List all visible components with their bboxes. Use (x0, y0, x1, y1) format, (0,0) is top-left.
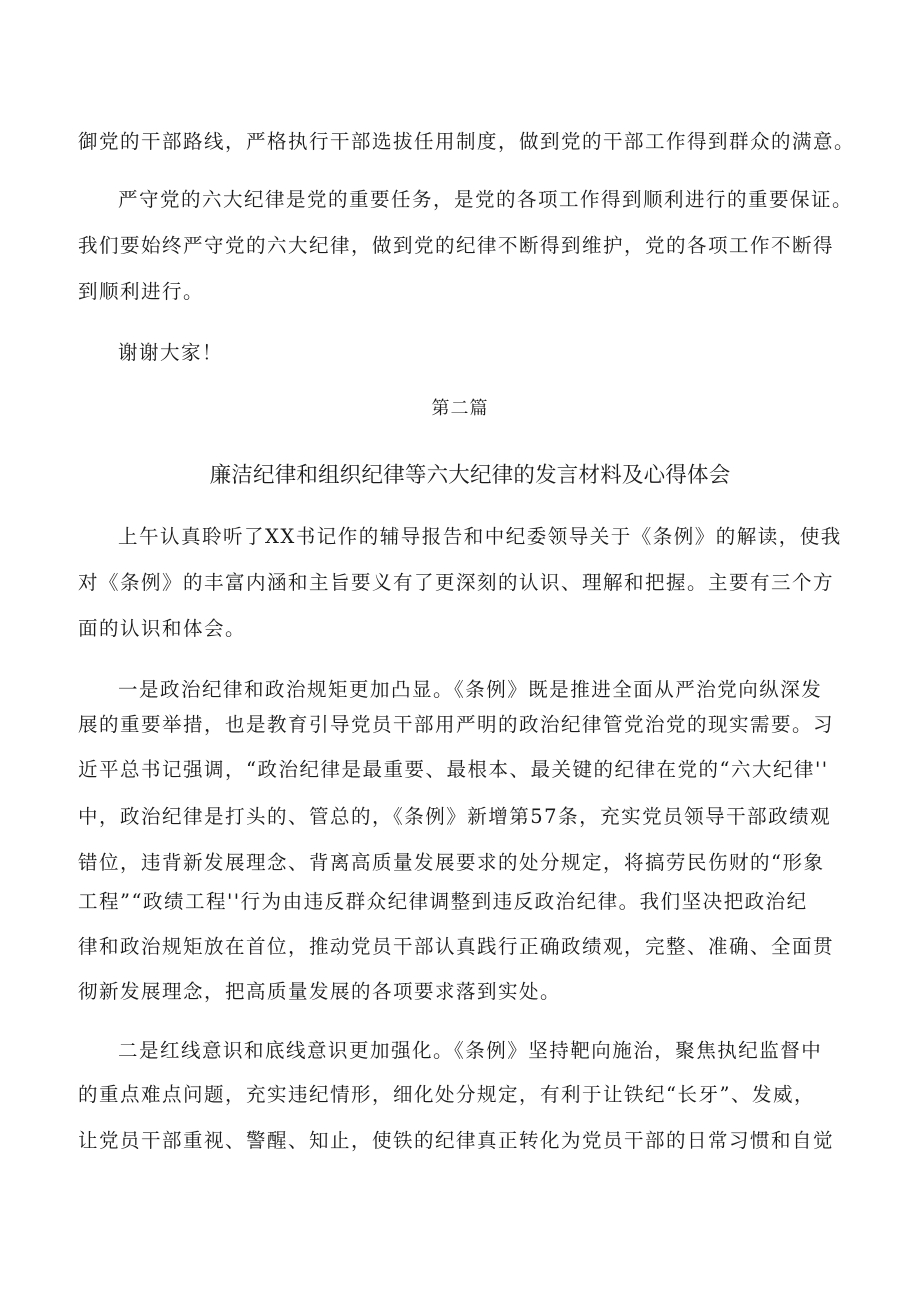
document-title: 廉洁纪律和组织纪律等六大纪律的发言材料及心得体会 (209, 463, 731, 488)
paragraph-2-line-3: 到顺利进行。 (78, 280, 205, 303)
paragraph-5-line-4: 中，政治纪律是打头的、管总的，《条例》新增第57条，充实党员领导干部政绩观 (78, 805, 832, 828)
paragraph-2-line-1: 严守党的六大纪律是党的重要任务，是党的各项工作得到顺利进行的重要保证。 (118, 188, 854, 211)
paragraph-4-line-2: 对《条例》的丰富内涵和主旨要义有了更深刻的认识、理解和把握。主要有三个方 (78, 571, 835, 594)
paragraph-1-line-1: 御党的干部路线，严格执行干部选拔任用制度，做到党的干部工作得到群众的满意。 (78, 130, 856, 153)
paragraph-3-line-1: 谢谢大家！ (118, 341, 224, 364)
paragraph-5-line-8: 彻新发展理念，把高质量发展的各项要求落到实处。 (78, 980, 562, 1003)
paragraph-5-line-5: 错位，违背新发展理念、背离高质量发展要求的处分规定，将搞劳民伤财的“形象 (78, 851, 825, 874)
paragraph-4-line-1: 上午认真聆听了XX书记作的辅导报告和中纪委领导关于《条例》的解读，使我 (118, 525, 842, 548)
paragraph-5-line-3: 近平总书记强调，“政治纪律是最重要、最根本、最关键的纪律在党的“六大纪律'' (78, 758, 829, 781)
paragraph-5-line-1: 一是政治纪律和政治规矩更加凸显。《条例》既是推进全面从严治党向纵深发 (118, 678, 823, 701)
paragraph-6-line-1: 二是红线意识和底线意识更加强化。《条例》坚持靶向施治，聚焦执纪监督中 (118, 1039, 823, 1062)
paragraph-6-line-3: 让党员干部重视、警醒、知止，使铁的纪律真正转化为党员干部的日常习惯和自觉 (78, 1129, 835, 1152)
paragraph-5-line-2: 展的重要举措，也是教育引导党员干部用严明的政治纪律管党治党的现实需要。习 (78, 713, 835, 736)
paragraph-4-line-3: 面的认识和体会。 (78, 617, 247, 640)
paragraph-6-line-2: 的重点难点问题，充实违纪情形，细化处分规定，有利于让铁纪“长牙”、发威， (78, 1083, 815, 1106)
paragraph-2-line-2: 我们要始终严守党的六大纪律，做到党的纪律不断得到维护，党的各项工作不断得 (78, 234, 835, 257)
paragraph-5-line-6: 工程”“政绩工程''行为由违反群众纪律调整到违反政治纪律。我们坚决把政治纪 (78, 890, 808, 913)
paragraph-5-line-7: 律和政治规矩放在首位，推动党员干部认真践行正确政绩观，完整、准确、全面贯 (78, 935, 835, 958)
section-label: 第二篇 (431, 398, 489, 419)
